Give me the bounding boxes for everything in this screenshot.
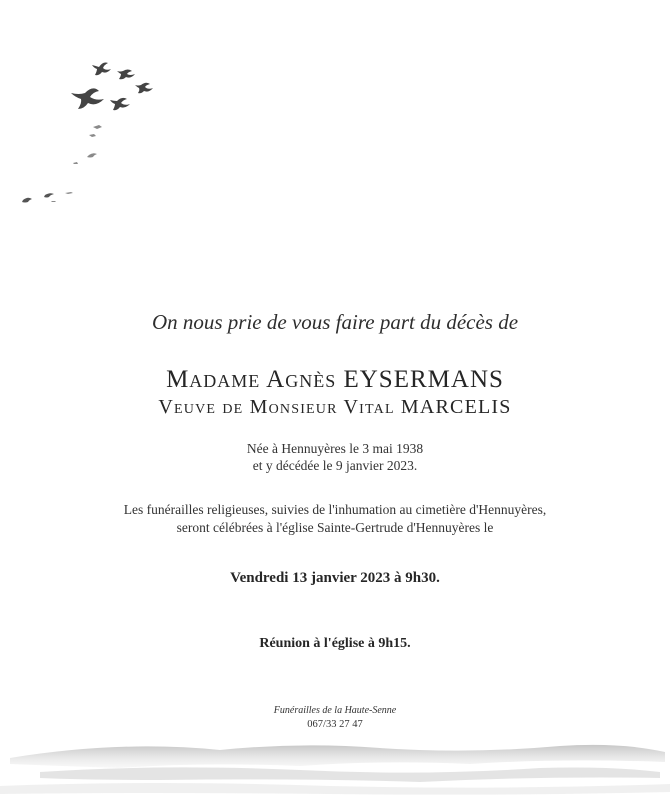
- birds-flock-icon: [15, 55, 165, 215]
- intro-text: On nous prie de vous faire part du décès de: [151, 310, 519, 334]
- funeral-info-line2: seront célébrées à l'église Sainte-Gertrude d'Hennuyères le: [176, 520, 494, 535]
- widow-of: Veuve de Monsieur Vital MARCELIS: [158, 396, 512, 418]
- death-info: et y décédée le 9 janvier 2023.: [252, 458, 418, 473]
- funeral-info-line1: Les funérailles religieuses, suivies de l'inhumation au cimetière d'Hennuyères,: [123, 502, 547, 517]
- funeral-home-phone: 067/33 27 47: [307, 719, 363, 730]
- birth-info: Née à Hennuyères le 3 mai 1938: [246, 441, 424, 456]
- funeral-home-name: Funérailles de la Haute-Senne: [273, 705, 397, 716]
- deceased-name: Madame Agnès EYSERMANS: [166, 366, 504, 393]
- watercolor-mist-icon: [0, 728, 670, 800]
- ceremony-date: Vendredi 13 janvier 2023 à 9h30.: [230, 570, 440, 586]
- meeting-info: Réunion à l'église à 9h15.: [259, 636, 411, 651]
